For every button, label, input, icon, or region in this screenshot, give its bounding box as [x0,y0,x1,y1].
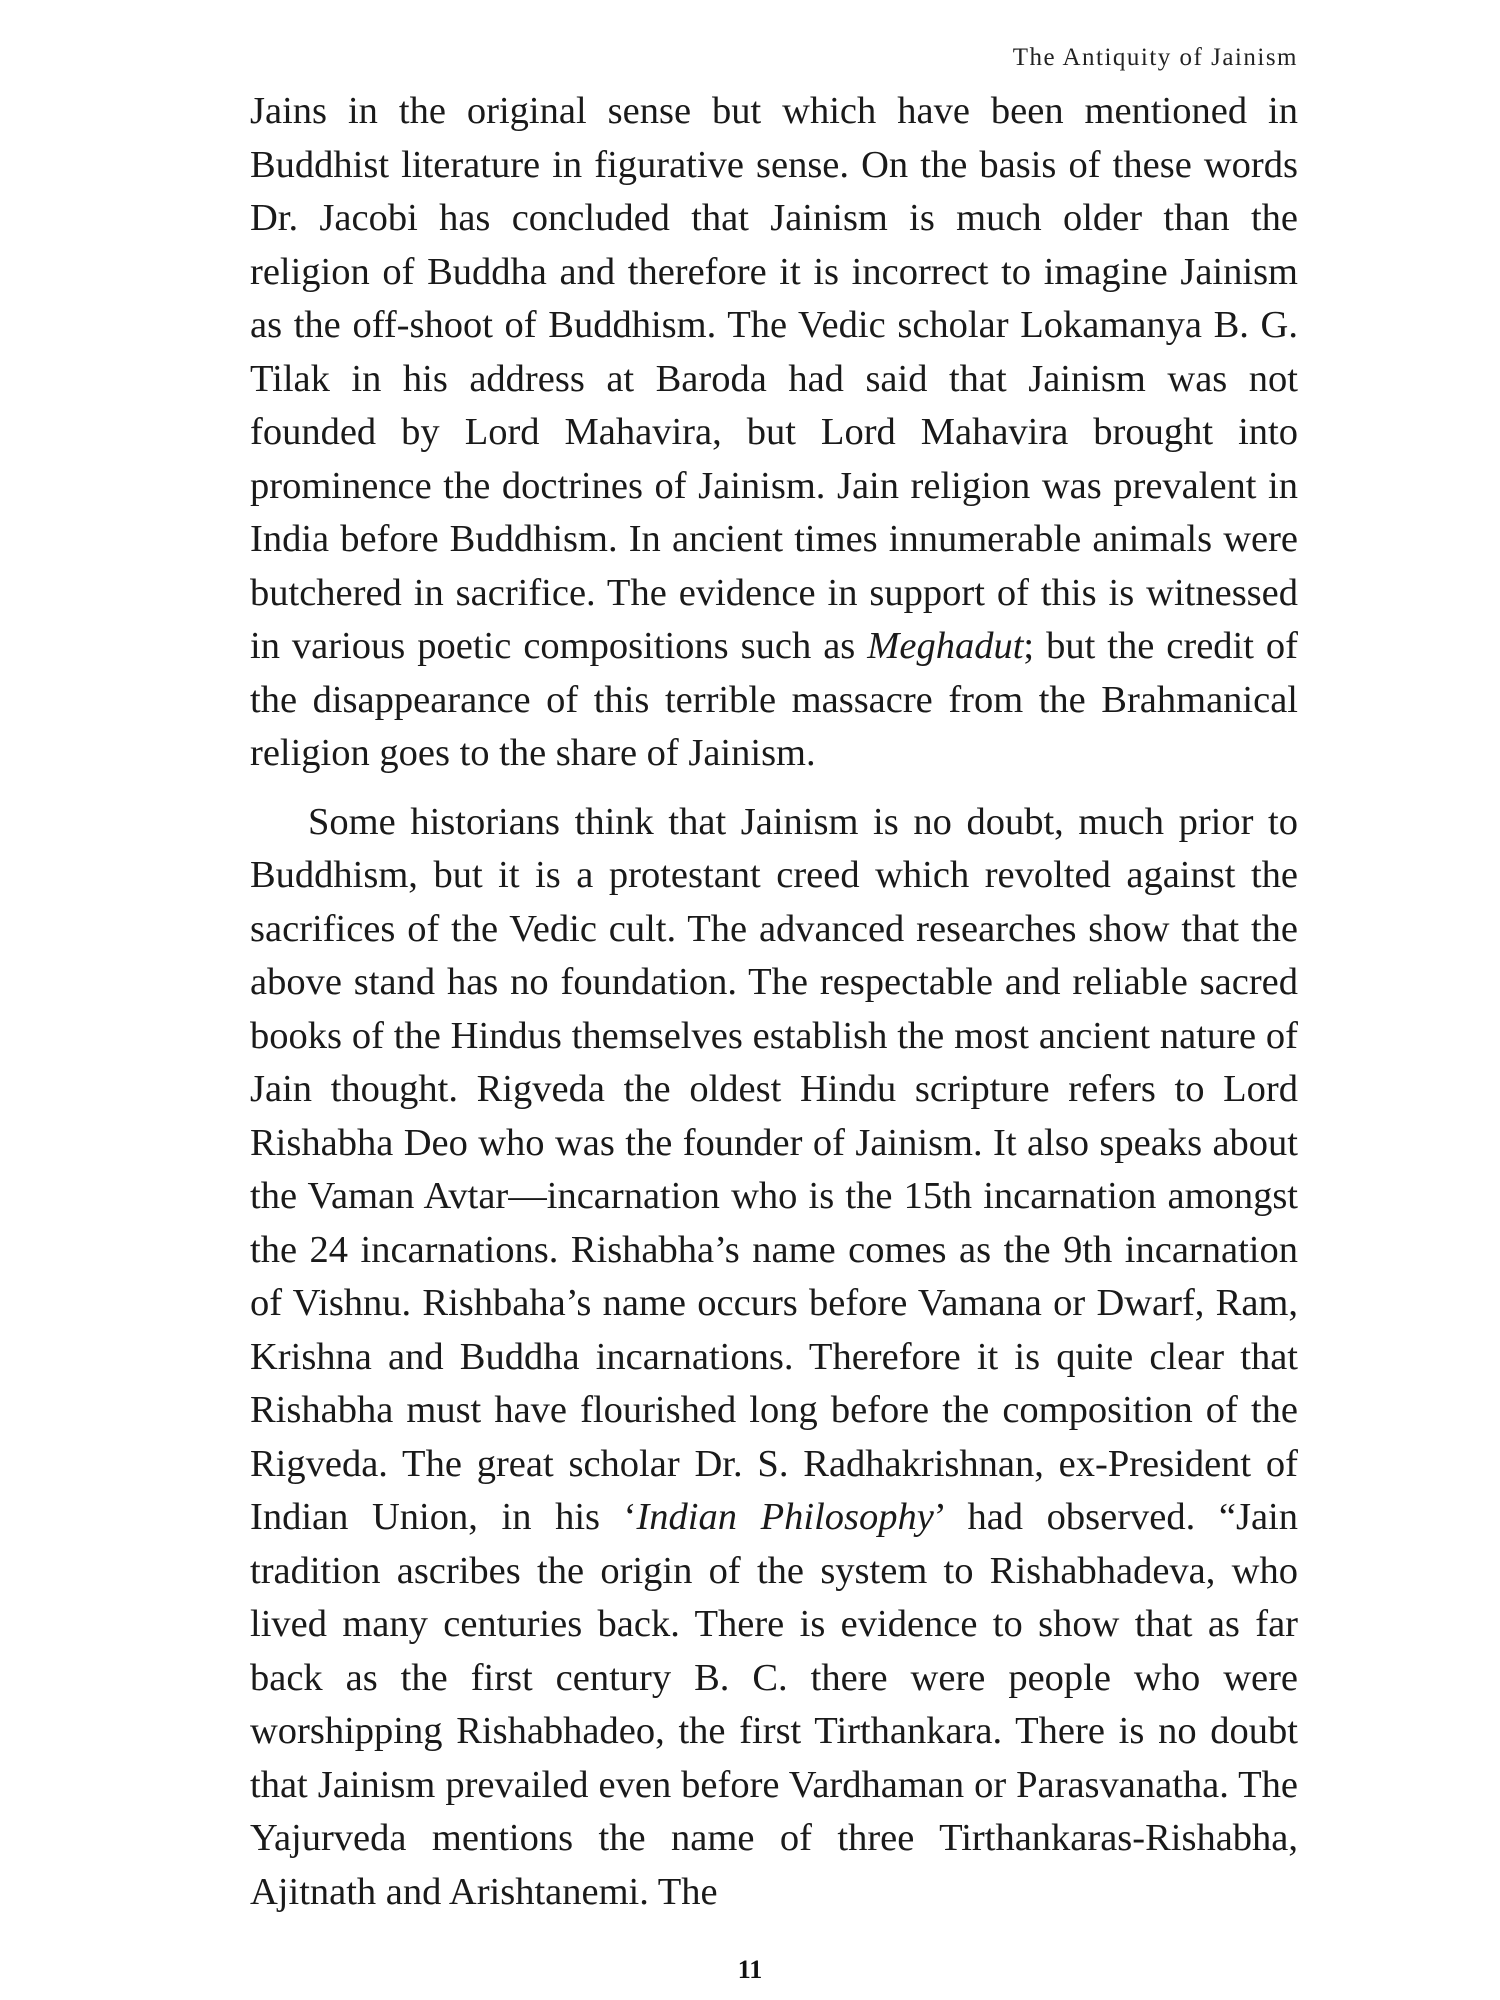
running-header: The Antiquity of Jainism [1012,44,1298,71]
paragraph-2-text-a: Some historians think that Jainism is no doubt, much prior to Buddhism, but it is a protestant creed which revolted against the sacrifices of the Vedic cult. The advanced researches show that the above stand has no foundation. The respectable and reliable sacred books of the Hindus themselves establish the most ancient nature of Jain thought. Rigveda the oldest Hindu scripture refers to Lord Rishabha Deo who was the founder of Jainism. It also speaks about the Vaman Avtar—incarnation who is the 15th incarnation amongst the 24 incarnations. Rishabha’s name comes as the 9th incarnation of Vishnu. Rishbaha’s name occurs before Vamana or Dwarf, Ram, Krishna and Buddha incarnations. Therefore it is quite clear that Rishabha must have flourished long before the composition of the Rigveda. The great scholar Dr. S. Radhakrishnan, ex-President of Indian Union, in his ‘ [250,800,1298,1538]
page-number: 11 [737,1955,763,1984]
paragraph-2 [250,796,1298,1920]
paragraph-1-text-a: Jains in the original sense but which have been mentioned in Buddhist literature in figurative sense. On the basis of these words Dr. Jacobi has concluded that Jainism is much older than the religion of Buddha and therefore it is incorrect to imagine Jainism as the off-shoot of Buddhism. The Vedic scholar Lokamanya B. G. Tilak in his address at Baroda had said that Jainism was not founded by Lord Mahavira, but Lord Mahavira brought into prominence the doctrines of Jainism. Jain religion was prevalent in India before Buddhism. In ancient times innumerable animals were butchered in sacrifice. The evidence in support of this is witnessed in various poetic compositions such as [250,90,1298,667]
paragraph-1-text-b: ; but the credit of the disappearance of this terrible massacre from the Brahmanical religion goes to the share of Jainism. [250,625,1298,774]
paragraph-1 [250,85,1298,781]
paragraph-2-text-b: ’ had observed. “Jain tradition ascribes the origin of the system to Rishabhadeva, who lived many centuries back. There is evidence to show that as far back as the first century B. C. there were people who were worshipping Rishabhadeo, the first Tirthankara. There is no doubt that Jainism prevailed even before Vardhaman or Parasvanatha. The Yajurveda mentions the name of three Tirthankaras-Rishabha, Ajitnath and Arishtanemi. The [250,1496,1298,1913]
paragraph-2-italic-indian-philosophy: Indian Philosophy [636,1496,934,1538]
paragraph-1-italic-meghadut: Meghadut [867,625,1024,667]
body-text [250,85,1298,1919]
